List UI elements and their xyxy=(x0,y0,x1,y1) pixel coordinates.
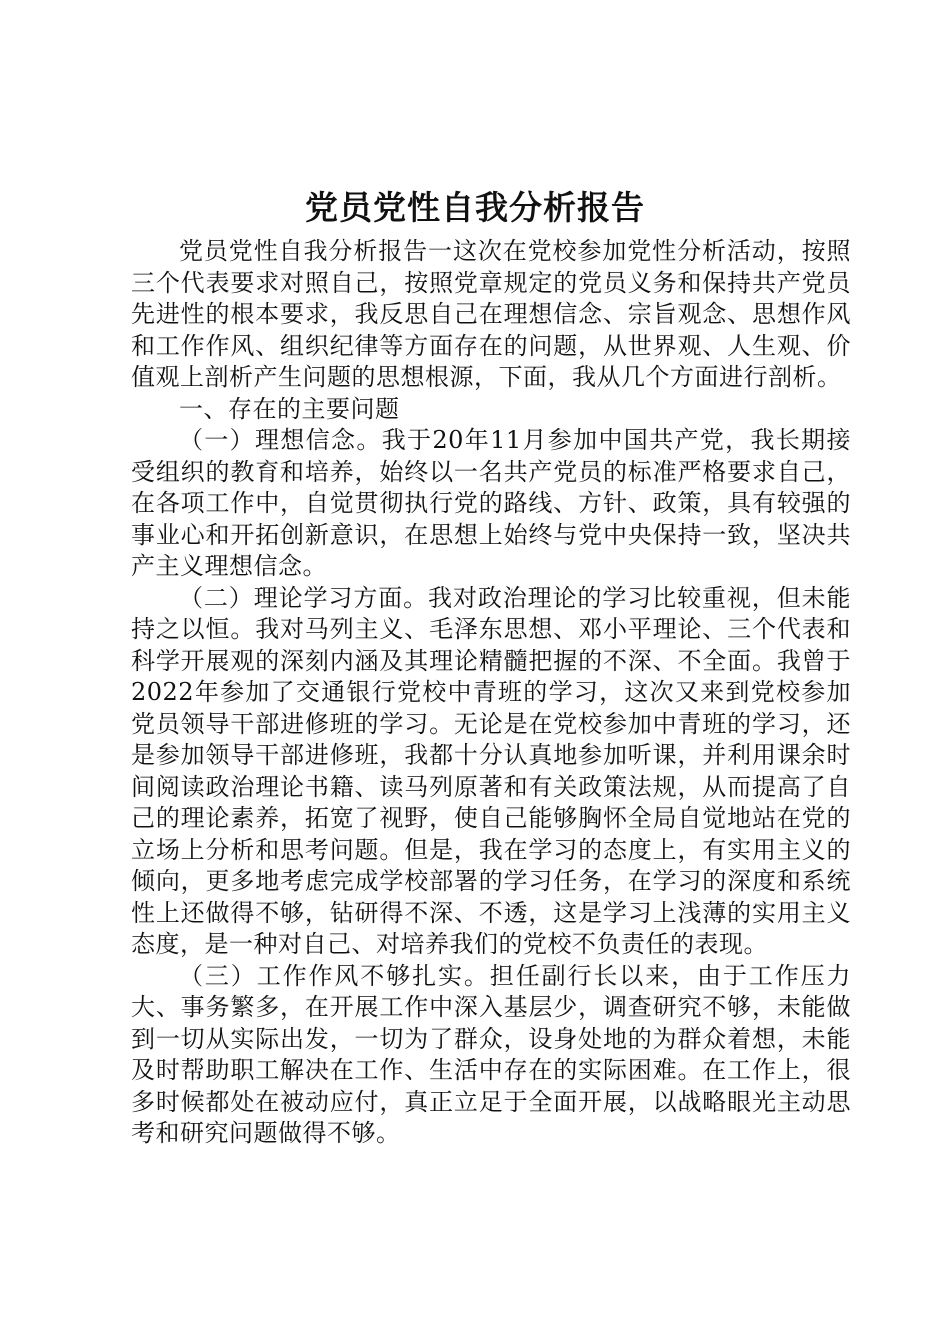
document-body xyxy=(131,236,851,1150)
paragraph-work-style: （三）工作作风不够扎实。担任副行长以来，由于工作压力大、事务繁多，在开展工作中深入基层少，调查研究不够，未能做到一切从实际出发，一切为了群众，设身处地的为群众着想，未能及时帮助职工解决在工作、生活中存在的实际困难。在工作上，很多时候都处在被动应付，真正立足于全面开展，以战略眼光主动思考和研究问题做得不够。 xyxy=(131,961,851,1147)
paragraph-ideals: （一）理想信念。我于20年11月参加中国共产党，我长期接受组织的教育和培养，始终以一名共产党员的标准严格要求自己，在各项工作中，自觉贯彻执行党的路线、方针、政策，具有较强的事业心和开拓创新意识，在思想上始终与党中央保持一致，坚决共产主义理想信念。 xyxy=(131,426,851,580)
document-title: 党员党性自我分析报告 xyxy=(305,188,645,227)
intro-paragraph: 党员党性自我分析报告一这次在党校参加党性分析活动，按照三个代表要求对照自己，按照党章规定的党员义务和保持共产党员先进性的根本要求，我反思自己在理想信念、宗旨观念、思想作风和工作作风、组织纪律等方面存在的问题，从世界观、人生观、价值观上剖析产生问题的思想根源，下面，我从几个方面进行剖析。 xyxy=(131,237,851,391)
section-heading: 一、存在的主要问题 xyxy=(179,394,400,423)
paragraph-theory-study: （二）理论学习方面。我对政治理论的学习比较重视，但未能持之以恒。我对马列主义、毛泽东思想、邓小平理论、三个代表和科学开展观的深刻内涵及其理论精髓把握的不深、不全面。我曾于2022年参加了交通银行党校中青班的学习，这次又来到党校参加党员领导干部进修班的学习。无论是在党校参加中青班的学习，还是参加领导干部进修班，我都十分认真地参加听课，并利用课余时间阅读政治理论书籍、读马列原著和有关政策法规，从而提高了自己的理论素养，拓宽了视野，使自己能够胸怀全局自觉地站在党的立场上分析和思考问题。但是，我在学习的态度上，有实用主义的倾向，更多地考虑完成学校部署的学习任务，在学习的深度和系统性上还做得不够，钻研得不深、不透，这是学习上浅薄的实用主义态度，是一种对自己、对培养我们的党校不负责任的表现。 xyxy=(131,583,851,958)
